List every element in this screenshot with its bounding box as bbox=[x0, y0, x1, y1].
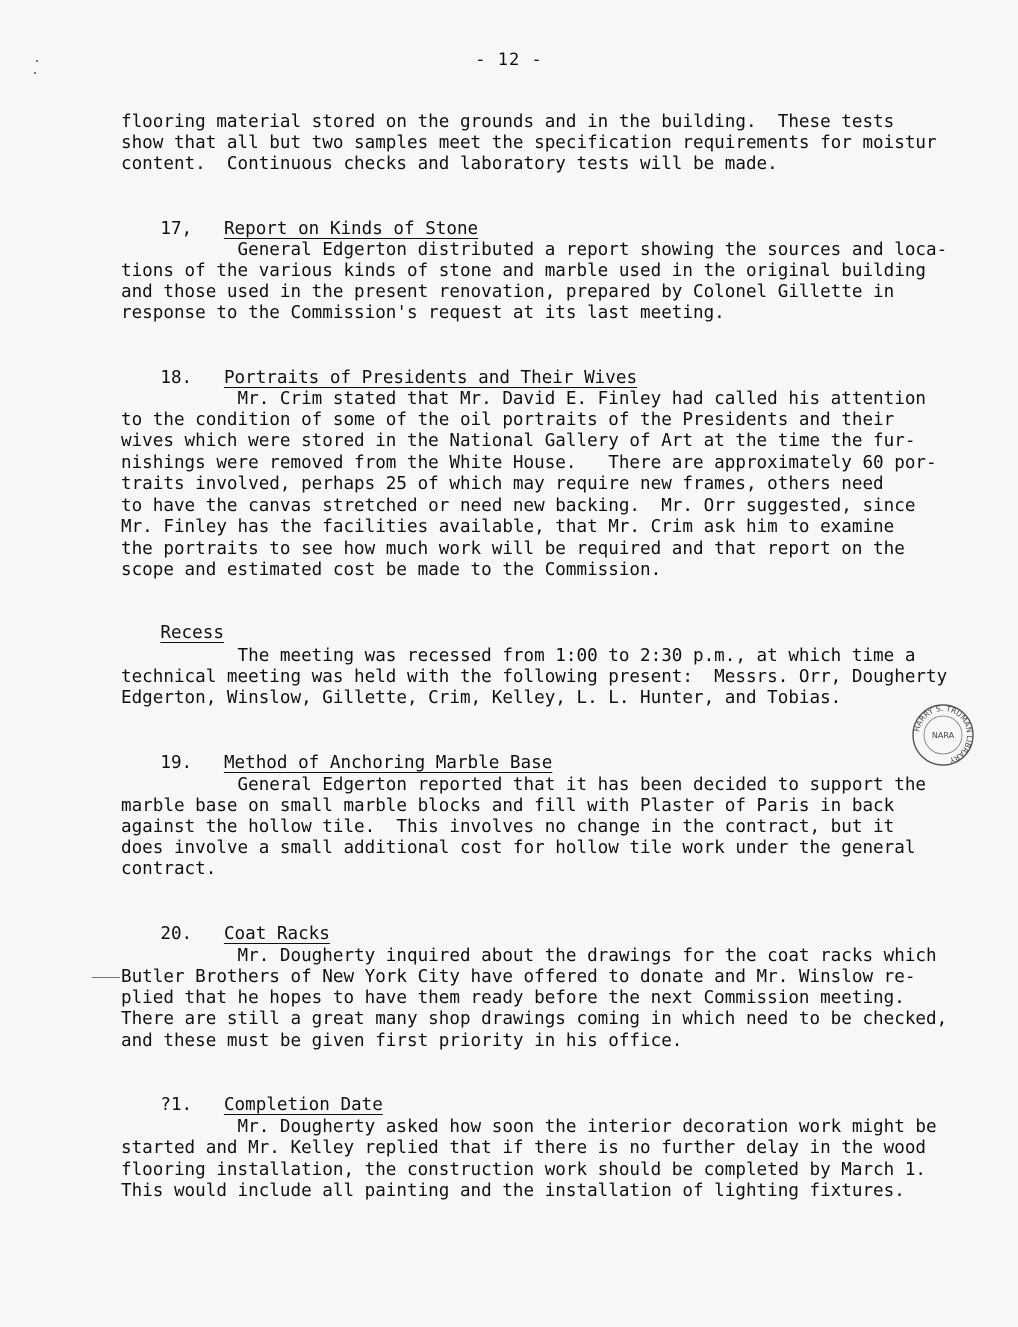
section-number: 20. bbox=[160, 924, 193, 944]
section-title: Coat Racks bbox=[223, 924, 330, 944]
body-line: does involve a small additional cost for hollow tile work under the general bbox=[121, 838, 916, 858]
body-line: General Edgerton distributed a report showing the sources and loca- bbox=[121, 240, 948, 260]
body-line: wives which were stored in the National Gallery of Art at the time the fur- bbox=[121, 431, 916, 451]
body-line: Mr. Finley has the facilities available, that Mr. Crim ask him to examine bbox=[121, 517, 895, 537]
body-line: and these must be given first priority in his office. bbox=[121, 1031, 683, 1051]
section-number: 19. bbox=[160, 753, 193, 773]
section-title: Portraits of Presidents and Their Wives bbox=[223, 368, 638, 388]
body-line: This would include all painting and the installation of lighting fixtures. bbox=[121, 1181, 905, 1201]
body-line: Mr. Crim stated that Mr. David E. Finley had called his attention bbox=[121, 389, 927, 409]
body-line: traits involved, perhaps 25 of which may require new frames, others need bbox=[121, 474, 884, 494]
stamp-center-text: NARA bbox=[931, 731, 955, 740]
body-line: General Edgerton reported that it has been decided to support the bbox=[121, 775, 927, 795]
body-line: to have the canvas stretched or need new backing. Mr. Orr suggested, since bbox=[121, 496, 916, 516]
body-line: and those used in the present renovation, prepared by Colonel Gillette in bbox=[121, 282, 895, 302]
body-line: tions of the various kinds of stone and marble used in the original building bbox=[121, 261, 927, 281]
body-line: scope and estimated cost be made to the Commission. bbox=[121, 560, 662, 580]
page-number: - 12 - bbox=[475, 50, 543, 70]
body-line: There are still a great many shop drawings coming in which need to be checked, bbox=[121, 1009, 948, 1029]
body-line: technical meeting was held with the following present: Messrs. Orr, Dougherty bbox=[121, 667, 948, 687]
body-line: marble base on small marble blocks and fill with Plaster of Paris in back bbox=[121, 796, 895, 816]
scan-mark bbox=[36, 60, 38, 62]
body-line: to the condition of some of the oil portraits of the Presidents and their bbox=[121, 410, 895, 430]
body-line: response to the Commission's request at its last meeting. bbox=[121, 303, 725, 323]
body-line: Butler Brothers of New York City have offered to donate and Mr. Winslow re- bbox=[121, 967, 916, 987]
section-title: Recess bbox=[160, 623, 224, 643]
intro-line: show that all but two samples meet the specification requirements for moistur bbox=[121, 133, 937, 153]
body-line: Edgerton, Winslow, Gillette, Crim, Kelley, L. L. Hunter, and Tobias. bbox=[121, 688, 842, 708]
body-line: the portraits to see how much work will be required and that report on the bbox=[121, 539, 905, 559]
body-line: Mr. Dougherty asked how soon the interior decoration work might be bbox=[121, 1117, 937, 1137]
body-line: nishings were removed from the White House. There are approximately 60 por- bbox=[121, 453, 937, 473]
body-line: plied that he hopes to have them ready before the next Commission meeting. bbox=[121, 988, 905, 1008]
body-line: against the hollow tile. This involves no change in the contract, but it bbox=[121, 817, 895, 837]
stamp-ring-text: HARRY S. TRUMAN LIBRARY bbox=[912, 703, 975, 765]
intro-line: flooring material stored on the grounds and in the building. These tests bbox=[121, 112, 895, 132]
library-stamp bbox=[910, 702, 976, 768]
scan-mark bbox=[92, 977, 120, 978]
intro-line: content. Continuous checks and laboratory tests will be made. bbox=[121, 154, 778, 174]
section-number: 18. bbox=[160, 368, 193, 388]
section-number: 17, bbox=[160, 219, 193, 239]
body-line: flooring installation, the construction work should be completed by March 1. bbox=[121, 1160, 927, 1180]
section-number: ?1. bbox=[160, 1095, 193, 1115]
section-title: Report on Kinds of Stone bbox=[223, 219, 479, 239]
body-line: Mr. Dougherty inquired about the drawings for the coat racks which bbox=[121, 946, 937, 966]
body-line: contract. bbox=[121, 859, 217, 879]
body-line: started and Mr. Kelley replied that if there is no further delay in the wood bbox=[121, 1138, 927, 1158]
section-title: Completion Date bbox=[223, 1095, 383, 1115]
scan-mark bbox=[34, 72, 36, 74]
section-title: Method of Anchoring Marble Base bbox=[223, 753, 553, 773]
body-line: The meeting was recessed from 1:00 to 2:30 p.m., at which time a bbox=[121, 646, 916, 666]
